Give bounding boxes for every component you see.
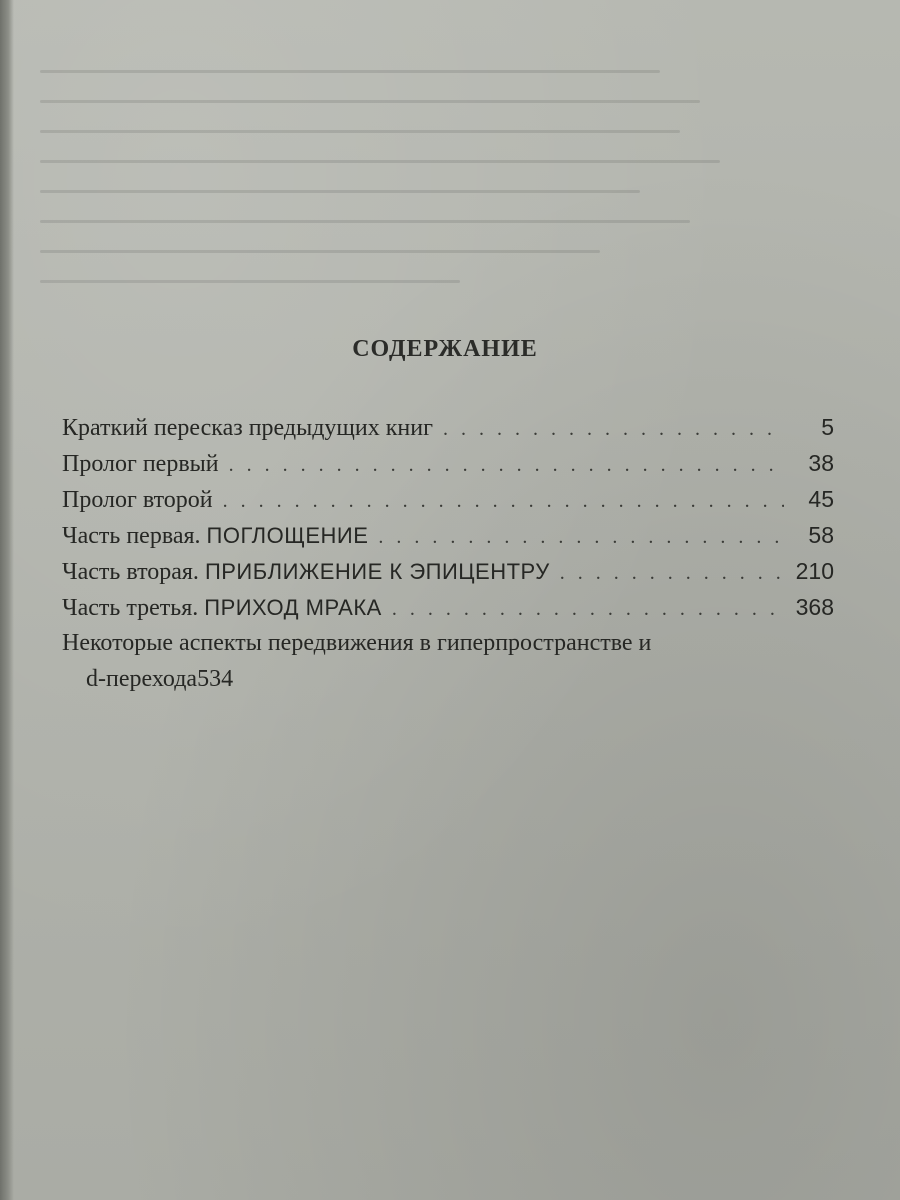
toc-page-number: 534 <box>197 666 234 692</box>
toc-leader-dots <box>443 418 784 441</box>
toc-page-number: 58 <box>808 522 834 548</box>
toc-entry-title: Краткий пересказ предыдущих книг <box>62 415 433 441</box>
table-of-contents <box>62 414 834 702</box>
toc-entry-summary <box>62 414 834 450</box>
toc-entry-title-line2-row <box>62 666 834 702</box>
toc-entry-title-line1: Некоторые аспекты передвижения в гиперпространстве и <box>62 630 652 656</box>
toc-leader-dots <box>378 526 784 549</box>
show-through-text <box>40 60 740 300</box>
toc-entry-part-2 <box>62 558 834 594</box>
toc-entry-title: Пролог первый <box>62 451 219 477</box>
toc-entry-part-1 <box>62 522 834 558</box>
toc-leader-dots <box>223 490 784 513</box>
toc-entry-title: Часть вторая. ПРИБЛИЖЕНИЕ К ЭПИЦЕНТРУ <box>62 559 550 585</box>
toc-entry-caps-title: ПРИБЛИЖЕНИЕ К ЭПИЦЕНТРУ <box>204 559 550 584</box>
toc-entry-part-3 <box>62 594 834 630</box>
toc-entry-title: Пролог второй <box>62 487 213 513</box>
toc-page-number: 368 <box>795 594 834 620</box>
toc-page-number: 5 <box>821 414 834 440</box>
toc-page-number: 210 <box>795 558 834 584</box>
toc-page-number: 38 <box>808 450 834 476</box>
toc-entry-prologue-1 <box>62 450 834 486</box>
toc-entry-caps-title: ПРИХОД МРАКА <box>204 595 382 620</box>
toc-heading: СОДЕРЖАНИЕ <box>352 336 538 362</box>
toc-entry-title: Часть третья. ПРИХОД МРАКА <box>62 595 382 621</box>
page-binding-edge <box>0 0 14 1200</box>
toc-leader-dots <box>560 562 784 585</box>
toc-page-number: 45 <box>808 486 834 512</box>
toc-entry-appendix <box>62 630 834 702</box>
toc-leader-dots <box>229 454 784 477</box>
toc-entry-caps-title: ПОГЛОЩЕНИЕ <box>206 523 369 548</box>
toc-leader-dots <box>392 598 784 621</box>
toc-entry-title-line2: d-перехода <box>86 666 198 692</box>
toc-entry-title: Часть первая. ПОГЛОЩЕНИЕ <box>62 523 369 549</box>
toc-entry-prologue-2 <box>62 486 834 522</box>
